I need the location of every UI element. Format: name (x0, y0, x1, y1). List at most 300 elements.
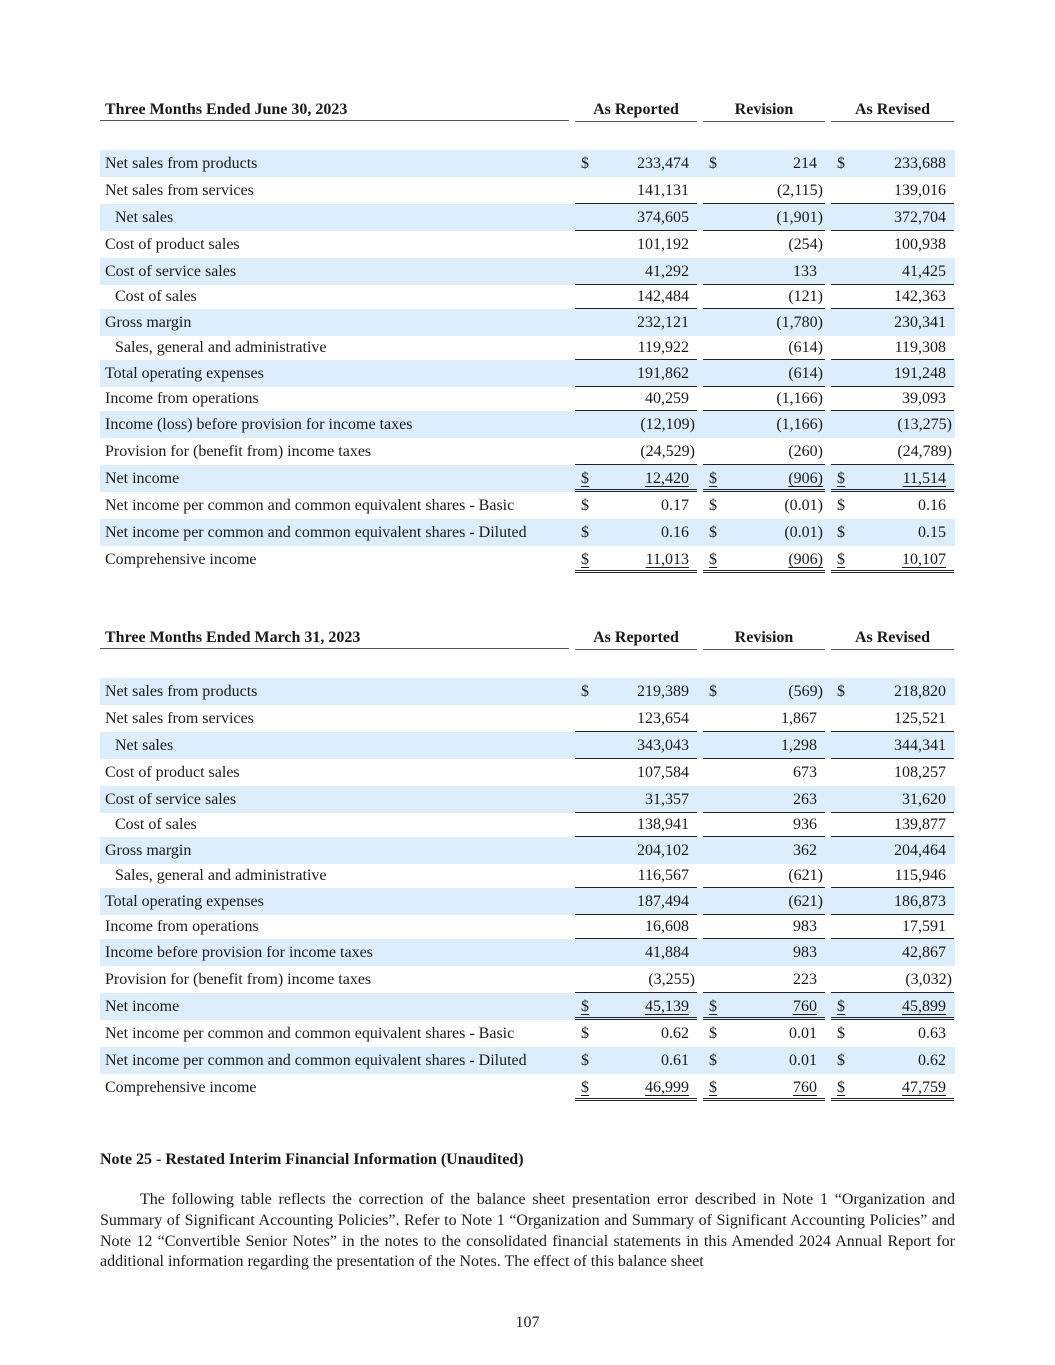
currency-symbol: $ (581, 524, 589, 541)
value: (569) (788, 683, 823, 700)
currency-symbol: $ (581, 1025, 589, 1042)
row-label: Cost of sales (115, 288, 197, 305)
currency-symbol: $ (709, 1025, 717, 1042)
value: 107,584 (637, 764, 689, 781)
cell-as-reported (575, 492, 697, 519)
currency-symbol: $ (837, 524, 845, 541)
value: 0.63 (918, 1025, 946, 1042)
cell-as-reported (575, 966, 697, 993)
cell-as-reported (575, 546, 697, 573)
table-row (100, 678, 955, 705)
cell-as-reported (575, 177, 697, 204)
table-row (100, 231, 955, 258)
value: 372,704 (894, 209, 946, 226)
table-row (100, 864, 955, 888)
value: 138,941 (637, 816, 689, 833)
cell-as-reported (575, 285, 697, 309)
table-row (100, 915, 955, 939)
cell-as-reported (575, 813, 697, 837)
cell-as-revised (831, 1074, 954, 1101)
row-label: Comprehensive income (105, 1079, 257, 1096)
cell-as-reported (575, 309, 697, 336)
cell-as-revised (831, 678, 954, 705)
cell-as-reported (575, 786, 697, 813)
value: 31,357 (645, 791, 689, 808)
cell-as-reported (575, 1074, 697, 1101)
cell-revision (703, 150, 825, 177)
cell-as-revised (831, 387, 954, 411)
income-statement-table-2 (100, 627, 955, 1101)
cell-revision (703, 837, 825, 864)
value: (0.01) (784, 524, 823, 541)
value: 12,420 (645, 470, 689, 487)
value: 11,013 (645, 551, 689, 568)
value: 108,257 (894, 764, 946, 781)
table-row (100, 759, 955, 786)
value: 760 (793, 998, 817, 1015)
column-header-as-revised: As Revised (831, 627, 954, 650)
currency-symbol: $ (837, 155, 845, 172)
table-row (100, 177, 955, 204)
row-label: Net sales (115, 737, 174, 754)
value: 41,884 (645, 944, 689, 961)
value: (1,901) (776, 209, 823, 226)
cell-revision (703, 1047, 825, 1074)
value: 673 (793, 764, 817, 781)
value: 142,484 (637, 288, 689, 305)
cell-revision (703, 411, 825, 438)
table-row (100, 258, 955, 285)
note-title: Note 25 - Restated Interim Financial Information (Unaudited) (100, 1151, 524, 1168)
value: 187,494 (637, 893, 689, 910)
value: 0.16 (918, 497, 946, 514)
value: 139,877 (894, 816, 946, 833)
value: 230,341 (894, 314, 946, 331)
row-label: Net sales from services (105, 182, 254, 199)
value: 983 (793, 944, 817, 961)
cell-as-reported (575, 411, 697, 438)
table-title: Three Months Ended March 31, 2023 (100, 627, 569, 649)
cell-revision (703, 177, 825, 204)
value: 116,567 (637, 867, 689, 884)
currency-symbol: $ (709, 524, 717, 541)
currency-symbol: $ (837, 998, 845, 1015)
currency-symbol: $ (709, 683, 717, 700)
row-label: Provision for (benefit from) income taxes (105, 443, 372, 460)
cell-as-revised (831, 888, 954, 915)
value: 936 (793, 816, 817, 833)
value: 0.62 (918, 1052, 946, 1069)
cell-as-reported (575, 993, 697, 1020)
cell-as-reported (575, 915, 697, 939)
value: 115,946 (894, 867, 946, 884)
table-row (100, 309, 955, 336)
currency-symbol: $ (709, 551, 717, 568)
row-label: Gross margin (105, 314, 192, 331)
table-row (100, 150, 955, 177)
value: 0.01 (789, 1052, 817, 1069)
value: 191,862 (637, 365, 689, 382)
cell-as-reported (575, 837, 697, 864)
currency-symbol: $ (837, 1025, 845, 1042)
currency-symbol: $ (837, 497, 845, 514)
value: 31,620 (902, 791, 946, 808)
value: 42,867 (902, 944, 946, 961)
value: 0.61 (661, 1052, 689, 1069)
row-label: Net income (105, 470, 180, 487)
cell-as-reported (575, 864, 697, 888)
value: 119,308 (894, 339, 946, 356)
value: 0.62 (661, 1025, 689, 1042)
table-row (100, 387, 955, 411)
cell-revision (703, 465, 825, 492)
value: 362 (793, 842, 817, 859)
table-row (100, 465, 955, 492)
income-statement-table-1 (100, 99, 955, 573)
cell-revision (703, 438, 825, 465)
row-label: Cost of service sales (105, 263, 237, 280)
row-label: Net income per common and common equivalent shares - Diluted (105, 1052, 527, 1069)
cell-revision (703, 285, 825, 309)
table-row (100, 1020, 955, 1047)
value: 11,514 (902, 470, 946, 487)
table-row (100, 939, 955, 966)
cell-as-revised (831, 759, 954, 786)
column-header-as-revised: As Revised (831, 99, 954, 122)
cell-revision (703, 387, 825, 411)
row-label: Income from operations (105, 390, 259, 407)
cell-as-revised (831, 705, 954, 732)
table-row (100, 888, 955, 915)
value: 0.01 (789, 1025, 817, 1042)
cell-as-revised (831, 939, 954, 966)
cell-revision (703, 732, 825, 759)
row-label: Net income per common and common equivalent shares - Basic (105, 1025, 515, 1042)
row-label: Cost of product sales (105, 236, 240, 253)
cell-revision (703, 864, 825, 888)
cell-as-revised (831, 258, 954, 285)
cell-revision (703, 546, 825, 573)
table-row (100, 966, 955, 993)
row-label: Income before provision for income taxes (105, 944, 373, 961)
cell-as-revised (831, 915, 954, 939)
value: 46,999 (645, 1079, 689, 1096)
table-header (100, 627, 955, 653)
value: 214 (793, 155, 817, 172)
cell-as-reported (575, 387, 697, 411)
currency-symbol: $ (581, 551, 589, 568)
value: 141,131 (637, 182, 689, 199)
value: 343,043 (637, 737, 689, 754)
cell-as-reported (575, 204, 697, 231)
value: (13,275) (897, 416, 952, 433)
value: 0.15 (918, 524, 946, 541)
cell-as-reported (575, 732, 697, 759)
cell-revision (703, 966, 825, 993)
value: 191,248 (894, 365, 946, 382)
value: 223 (793, 971, 817, 988)
value: (1,780) (776, 314, 823, 331)
cell-as-reported (575, 150, 697, 177)
row-label: Sales, general and administrative (115, 339, 327, 356)
value: 0.17 (661, 497, 689, 514)
currency-symbol: $ (837, 470, 845, 487)
table-row (100, 438, 955, 465)
value: (2,115) (776, 182, 823, 199)
table-row (100, 336, 955, 360)
page-number: 107 (515, 1314, 540, 1331)
currency-symbol: $ (709, 998, 717, 1015)
value: 100,938 (894, 236, 946, 253)
value: 1,867 (781, 710, 817, 727)
cell-as-revised (831, 813, 954, 837)
value: 344,341 (894, 737, 946, 754)
row-label: Comprehensive income (105, 551, 257, 568)
row-label: Cost of product sales (105, 764, 240, 781)
value: (906) (788, 470, 823, 487)
value: 47,759 (902, 1079, 946, 1096)
table-row (100, 492, 955, 519)
cell-revision (703, 678, 825, 705)
table-row (100, 837, 955, 864)
cell-as-reported (575, 519, 697, 546)
value: 123,654 (637, 710, 689, 727)
row-label: Cost of sales (115, 816, 197, 833)
cell-as-revised (831, 150, 954, 177)
value: 218,820 (894, 683, 946, 700)
value: 45,139 (645, 998, 689, 1015)
currency-symbol: $ (581, 497, 589, 514)
column-header-as-reported: As Reported (575, 627, 697, 650)
cell-as-revised (831, 204, 954, 231)
value: (24,529) (640, 443, 695, 460)
value: 374,605 (637, 209, 689, 226)
table-row (100, 732, 955, 759)
cell-revision (703, 519, 825, 546)
cell-as-reported (575, 231, 697, 258)
currency-symbol: $ (709, 1079, 717, 1096)
cell-as-reported (575, 438, 697, 465)
column-header-as-reported: As Reported (575, 99, 697, 122)
value: (254) (788, 236, 823, 253)
currency-symbol: $ (837, 551, 845, 568)
value: (621) (788, 893, 823, 910)
table-row (100, 546, 955, 573)
currency-symbol: $ (581, 998, 589, 1015)
cell-revision (703, 915, 825, 939)
value: 204,464 (894, 842, 946, 859)
table-row (100, 411, 955, 438)
row-label: Sales, general and administrative (115, 867, 327, 884)
currency-symbol: $ (837, 1079, 845, 1096)
cell-as-reported (575, 336, 697, 360)
value: 186,873 (894, 893, 946, 910)
row-label: Income (loss) before provision for income taxes (105, 416, 413, 433)
cell-revision (703, 813, 825, 837)
cell-revision (703, 888, 825, 915)
cell-as-revised (831, 966, 954, 993)
value: 204,102 (637, 842, 689, 859)
value: 232,121 (637, 314, 689, 331)
cell-revision (703, 705, 825, 732)
value: 40,259 (645, 390, 689, 407)
value: 1,298 (781, 737, 817, 754)
row-label: Total operating expenses (105, 893, 264, 910)
cell-as-revised (831, 837, 954, 864)
currency-symbol: $ (581, 683, 589, 700)
cell-revision (703, 258, 825, 285)
value: (621) (788, 867, 823, 884)
table-row (100, 813, 955, 837)
cell-revision (703, 231, 825, 258)
currency-symbol: $ (581, 1052, 589, 1069)
value: 16,608 (645, 918, 689, 935)
cell-revision (703, 786, 825, 813)
cell-as-revised (831, 411, 954, 438)
table-row (100, 519, 955, 546)
value: 45,899 (902, 998, 946, 1015)
value: (0.01) (784, 497, 823, 514)
value: 233,474 (637, 155, 689, 172)
currency-symbol: $ (837, 1052, 845, 1069)
cell-as-revised (831, 993, 954, 1020)
column-header-revision: Revision (703, 627, 825, 650)
cell-revision (703, 1020, 825, 1047)
value: (24,789) (897, 443, 952, 460)
value: (1,166) (776, 416, 823, 433)
cell-as-revised (831, 336, 954, 360)
value: (906) (788, 551, 823, 568)
value: 0.16 (661, 524, 689, 541)
cell-as-revised (831, 864, 954, 888)
cell-as-revised (831, 492, 954, 519)
table-header (100, 99, 955, 125)
row-label: Net income (105, 998, 180, 1015)
value: 233,688 (894, 155, 946, 172)
row-label: Net income per common and common equivalent shares - Diluted (105, 524, 527, 541)
row-label: Cost of service sales (105, 791, 237, 808)
cell-as-revised (831, 465, 954, 492)
value: (614) (788, 339, 823, 356)
value: 219,389 (637, 683, 689, 700)
cell-as-revised (831, 231, 954, 258)
cell-as-reported (575, 678, 697, 705)
row-label: Net sales (115, 209, 174, 226)
value: (121) (788, 288, 823, 305)
row-label: Net income per common and common equivalent shares - Basic (105, 497, 515, 514)
cell-as-revised (831, 786, 954, 813)
table-row (100, 285, 955, 309)
value: 101,192 (637, 236, 689, 253)
table-title: Three Months Ended June 30, 2023 (100, 99, 569, 121)
cell-as-revised (831, 732, 954, 759)
cell-revision (703, 492, 825, 519)
cell-as-reported (575, 1020, 697, 1047)
value: 142,363 (894, 288, 946, 305)
cell-as-reported (575, 759, 697, 786)
cell-as-revised (831, 309, 954, 336)
cell-as-reported (575, 360, 697, 387)
value: 133 (793, 263, 817, 280)
value: 41,292 (645, 263, 689, 280)
table-row (100, 360, 955, 387)
note-paragraph: The following table reflects the correction of the balance sheet presentation error described in Note 1 “Organization and Summary of Significant Accounting Policies”. Refer to Note 1 “Organization and Summary of Significant Accounting Policies” and Note 12 “Convertible Senior Notes” in the notes to the consolidated financial statements in this Amended 2024 Annual Report for additional information regarding the presentation of the Notes. The effect of this balance sheet (100, 1191, 955, 1271)
cell-as-revised (831, 360, 954, 387)
value: 119,922 (637, 339, 689, 356)
value: 760 (793, 1079, 817, 1096)
value: 125,521 (894, 710, 946, 727)
cell-revision (703, 993, 825, 1020)
cell-as-reported (575, 705, 697, 732)
currency-symbol: $ (709, 497, 717, 514)
row-label: Gross margin (105, 842, 192, 859)
currency-symbol: $ (581, 1079, 589, 1096)
row-label: Net sales from products (105, 683, 258, 700)
value: 10,107 (902, 551, 946, 568)
value: (3,032) (905, 971, 952, 988)
value: (12,109) (640, 416, 695, 433)
table-row (100, 705, 955, 732)
currency-symbol: $ (581, 470, 589, 487)
cell-as-revised (831, 285, 954, 309)
value: 17,591 (902, 918, 946, 935)
table-row (100, 1074, 955, 1101)
cell-revision (703, 204, 825, 231)
cell-as-revised (831, 1020, 954, 1047)
table-row (100, 1047, 955, 1074)
cell-as-revised (831, 519, 954, 546)
currency-symbol: $ (581, 155, 589, 172)
currency-symbol: $ (837, 683, 845, 700)
column-header-revision: Revision (703, 99, 825, 122)
value: 39,093 (902, 390, 946, 407)
currency-symbol: $ (709, 1052, 717, 1069)
value: (1,166) (776, 390, 823, 407)
row-label: Total operating expenses (105, 365, 264, 382)
cell-as-reported (575, 465, 697, 492)
row-label: Net sales from products (105, 155, 258, 172)
row-label: Net sales from services (105, 710, 254, 727)
cell-as-reported (575, 939, 697, 966)
table-row (100, 204, 955, 231)
value: 263 (793, 791, 817, 808)
value: (3,255) (648, 971, 695, 988)
table-row (100, 786, 955, 813)
row-label: Income from operations (105, 918, 259, 935)
value: 983 (793, 918, 817, 935)
cell-as-revised (831, 1047, 954, 1074)
cell-revision (703, 309, 825, 336)
cell-as-reported (575, 888, 697, 915)
currency-symbol: $ (709, 155, 717, 172)
cell-revision (703, 336, 825, 360)
cell-as-revised (831, 546, 954, 573)
cell-revision (703, 360, 825, 387)
value: 139,016 (894, 182, 946, 199)
cell-as-reported (575, 1047, 697, 1074)
cell-revision (703, 939, 825, 966)
cell-revision (703, 759, 825, 786)
cell-as-reported (575, 258, 697, 285)
table-row (100, 993, 955, 1020)
cell-as-revised (831, 177, 954, 204)
value: (260) (788, 443, 823, 460)
value: 41,425 (902, 263, 946, 280)
value: (614) (788, 365, 823, 382)
cell-as-revised (831, 438, 954, 465)
cell-revision (703, 1074, 825, 1101)
row-label: Provision for (benefit from) income taxes (105, 971, 372, 988)
